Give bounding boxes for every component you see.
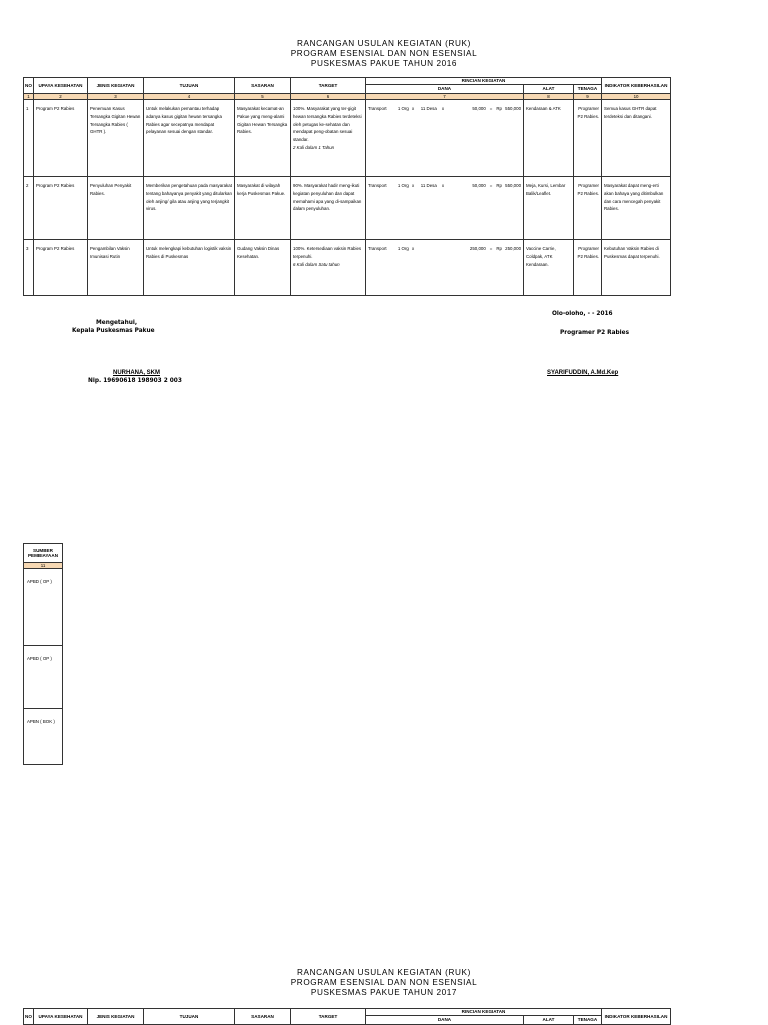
title-line: RANCANGAN USULAN KEGIATAN (RUK) [297,968,471,977]
dana-qty: 1 Org [397,183,409,188]
signature-left [72,319,155,335]
sig-left-name: NURHANA, SKM [113,370,160,376]
target-text: 100%. Ketersediaan vaksin Rabies terpenuhi. [293,246,362,259]
header-indikator: INDIKATOR KEBERHASILAN [602,78,671,94]
row-upaya: Program P2 Rabies [34,100,88,177]
dana-desa: 11 Desa [420,183,437,188]
dana-desa: 11 Desa [420,106,437,111]
document-title-2016 [0,39,768,69]
dana-total: 550,000 [505,106,522,111]
column-number: 1 [24,94,34,100]
row-sumber: APBN ( BOK ) [24,709,63,765]
column-number: 6 [291,94,366,100]
dana-currency: Rp [496,246,502,251]
header-dana: DANA [366,85,524,94]
target-text: 100%. Masyarakat yang ter-gigit hewan tersangka Rabies terdeteksi oleh petugas ke-sehatan dan mendapat peng-obatan sesuai standar. [293,106,362,143]
table-row [24,100,671,177]
dana-qty: 1 Org [397,106,409,111]
dana-unit: 250,000 [469,246,486,251]
row-dana [366,240,524,296]
row-upaya: Program P2 Rabies [34,240,88,296]
row-tujuan: Untuk melengkapi kebutuhan logistik vaksin Rabies di Puskesmas [144,240,235,296]
header-jenis: JENIS KEGIATAN [88,78,144,94]
title-line: PUSKESMAS PAKUE TAHUN 2017 [310,988,458,997]
dana-eq: = [489,246,493,251]
dana-currency: Rp [496,183,502,188]
row-indikator: Masyarakat dapat meng-erti akan bahaya yang ditimbulkan dan cara mencegah penyakit Rabies. [602,177,671,240]
target-note: 2 Kali dalam 1 Tahun [293,144,335,150]
header-indikator: INDIKATOR KEBERHASILAN [602,1009,671,1025]
row-tenaga: Programer P2 Rabies. [574,100,602,177]
dana-op: x [441,183,445,188]
sumber-pembiayaan-table [23,543,63,765]
header-no: NO [24,78,34,94]
header-target: TARGET [291,78,366,94]
signature-left-name-block [88,369,182,385]
row-jenis: Penyuluhan Penyakit Rabies. [88,177,144,240]
row-jenis: Pengambilan Vaksin Imunisasi Rutin [88,240,144,296]
sig-left-title2: Kepala Puskesmas Pakue [72,328,155,334]
dana-currency: Rp [496,106,502,111]
dana-op: x [411,106,415,111]
target-text: 90%. Masyarakat hadir meng-ikuti kegiatan penyuluhan dan dapat memahami apa yang di-sampaikan dalam penyuluhan. [293,183,362,212]
ruk-table-2017 [23,1008,671,1025]
row-tenaga: Programer P2 Rabies. [574,240,602,296]
dana-eq: = [489,183,493,188]
sig-left-nip: Nip. 19690618 198903 2 003 [88,378,182,384]
header-sumber: SUMBER PEMBIAYAAN [24,544,63,563]
title-line: PROGRAM ESENSIAL DAN NON ESENSIAL [290,49,478,58]
column-number: 5 [235,94,291,100]
row-alat: Vaccine Carrie, Coldpak, ATK Kendaraan. [524,240,574,296]
column-number: 8 [524,94,574,100]
title-line: RANCANGAN USULAN KEGIATAN (RUK) [297,39,471,48]
dana-unit: 50,000 [472,183,486,188]
table-row [24,177,671,240]
dana-total: 250,000 [505,246,522,251]
ruk-table-2016 [23,77,671,296]
title-line: PUSKESMAS PAKUE TAHUN 2016 [310,59,458,68]
header-sasaran: SASARAN [235,78,291,94]
dana-calculation [368,245,521,253]
row-indikator: Semua kasus GHTR dapat terdeteksi dan ditangani. [602,100,671,177]
dana-desa [421,245,442,253]
dana-op: x [411,246,415,251]
programmer-title-text: Programer P2 Rabies [560,330,630,336]
row-alat: Kendaraan & ATK [524,100,574,177]
sig-right-title [560,329,629,337]
row-no: 3 [24,240,34,296]
header-tenaga: TENAGA [574,85,602,94]
row-sasaran: Gudang Vaksin Dinas Kesehatan. [235,240,291,296]
dana-op: x [411,183,415,188]
column-number: 11 [24,563,63,569]
header-jenis: JENIS KEGIATAN [88,1009,144,1025]
header-target: TARGET [291,1009,366,1025]
sig-right-name [547,369,618,377]
header-alat: ALAT [524,85,574,94]
header-alat: ALAT [524,1016,574,1025]
row-target [291,240,366,296]
document-title-2017 [0,968,768,998]
dana-item: Transport [368,183,387,188]
column-number: 4 [144,94,235,100]
dana-item: Transport [368,106,387,111]
row-no: 2 [24,177,34,240]
column-number: 3 [88,94,144,100]
place-date-text: Olo-oloho, - - 2016 [552,311,613,317]
header-rincian: RINCIAN KEGIATAN [366,1009,602,1016]
header-upaya: UPAYA KESEHATAN [34,1009,88,1025]
dana-calculation [368,182,521,190]
row-sasaran: Masyarakat di wilayah kerja Puskesmas Pakue. [235,177,291,240]
row-tenaga: Programer P2 Rabies. [574,177,602,240]
header-tujuan: TUJUAN [144,1009,235,1025]
header-tujuan: TUJUAN [144,78,235,94]
column-number: 10 [602,94,671,100]
dana-op [442,245,451,253]
column-number: 9 [574,94,602,100]
row-jenis: Penemuan Kasus Tersangka Gigitan Hewan Tersangka Rabies ( GHTR ). [88,100,144,177]
dana-qty: 1 Org [397,246,409,251]
row-tujuan: Untuk melakukan pemantau terhadap adanya kasus gigitan hewan tersangka Rabies agar secepatnya mendapat pelayanan sesuai dengan standar. [144,100,235,177]
header-no: NO [24,1009,34,1025]
row-tujuan: Memberikan pengetahuan pada masyarakat tentang bahayanya penyakit yang ditularkan oleh anjing/ gila atau anjing yang terjangkit virus. [144,177,235,240]
row-dana [366,177,524,240]
header-dana: DANA [366,1016,524,1025]
row-sumber: APBD ( OP ) [24,569,63,646]
dana-item: Transport [368,246,387,251]
row-target [291,100,366,177]
row-no: 1 [24,100,34,177]
target-note: 6 Kali dalam Satu tahun [293,261,340,267]
header-rincian: RINCIAN KEGIATAN [366,78,602,85]
dana-calculation [368,105,521,113]
programmer-name-text: SYARIFUDDIN, A.Md.Kep [547,370,619,376]
column-number: 7 [366,94,524,100]
header-upaya: UPAYA KESEHATAN [34,78,88,94]
title-line: PROGRAM ESENSIAL DAN NON ESENSIAL [290,978,478,987]
sig-right-place-date [552,310,613,318]
header-tenaga: TENAGA [574,1016,602,1025]
column-number: 2 [34,94,88,100]
table-row [24,240,671,296]
row-indikator: Kebutuhan Vaksin Rabies di Puskesmas dapat terpenuhi. [602,240,671,296]
row-dana [366,100,524,177]
row-upaya: Program P2 Rabies [34,177,88,240]
row-target [291,177,366,240]
row-alat: Meja, Kursi, Lembar Balik/Leaflet. [524,177,574,240]
dana-op: x [441,106,445,111]
sig-left-title1: Mengetahui, [96,320,138,326]
header-sasaran: SASARAN [235,1009,291,1025]
dana-unit: 50,000 [472,106,486,111]
row-sasaran: Masyarakat kecamat-an Pakue yang meng-alami Gigitan Hewan Tersangka Rabies. [235,100,291,177]
row-sumber: APBD ( OP ) [24,646,63,709]
dana-total: 550,000 [505,183,522,188]
dana-eq: = [489,106,493,111]
